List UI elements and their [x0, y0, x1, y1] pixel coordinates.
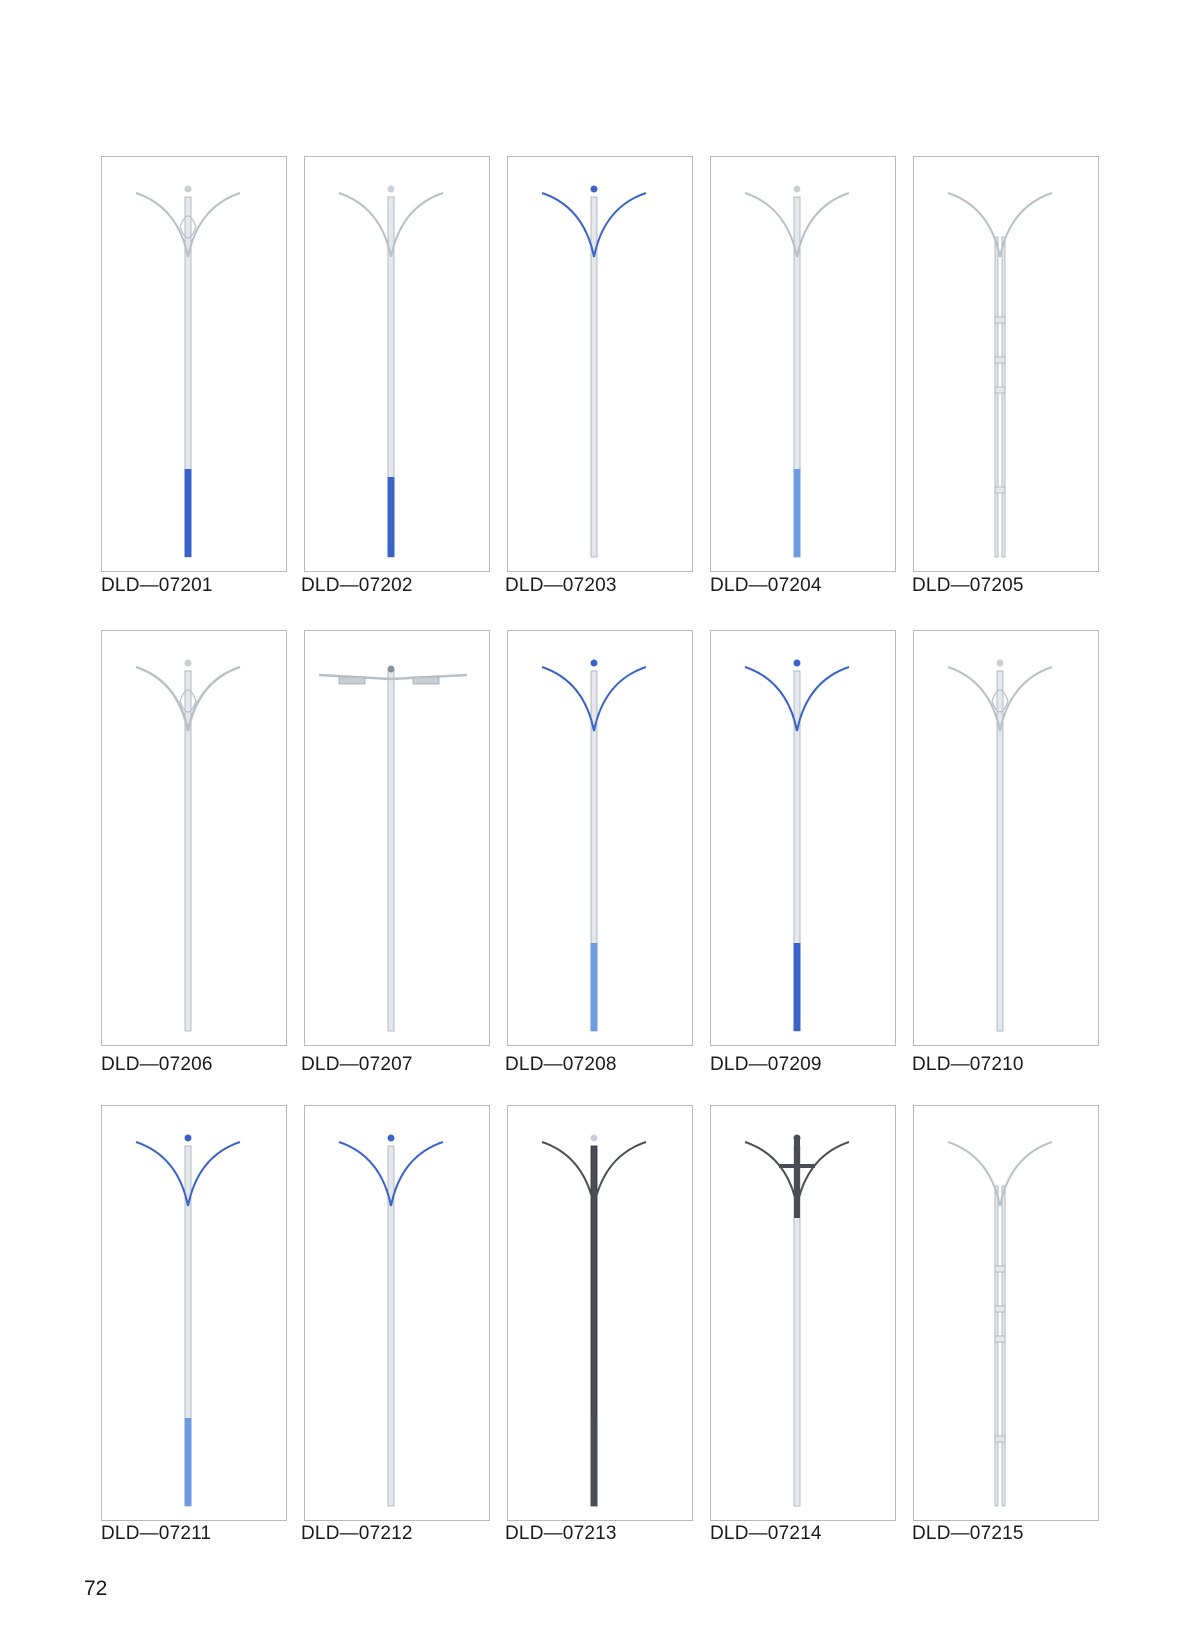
cross-bracket: [779, 1164, 815, 1168]
page-number: 72: [84, 1577, 108, 1600]
pole-finial: [794, 186, 801, 193]
product-code: DLD—07207: [301, 1054, 413, 1075]
lamp-arm-right: [391, 1142, 443, 1206]
pole-finial: [591, 1135, 598, 1142]
pole-bracket: [995, 1306, 1005, 1312]
product-code: DLD—07208: [505, 1054, 617, 1075]
pole-finial: [591, 660, 598, 667]
street-lamp-illustration: [305, 631, 491, 1047]
lamp-arm-left: [948, 1142, 1000, 1206]
product-code: DLD—07209: [710, 1054, 822, 1075]
pole-finial: [388, 1135, 395, 1142]
pole-base: [591, 943, 598, 1031]
pole-head: [794, 1138, 800, 1218]
product-code: DLD—07210: [912, 1054, 1024, 1075]
lamp-arm-left: [745, 193, 797, 257]
pole-finial: [185, 1135, 192, 1142]
lamp-arm-right: [797, 193, 849, 257]
pole-rail: [995, 237, 998, 557]
product-card[interactable]: [507, 156, 693, 572]
street-lamp-illustration: [508, 157, 694, 573]
product-card[interactable]: [304, 630, 490, 1046]
lamp-arm-left: [542, 667, 594, 731]
pole-finial: [185, 186, 192, 193]
pole-base: [794, 943, 801, 1031]
lamp-arm-right: [594, 667, 646, 731]
product-code: DLD—07201: [101, 575, 213, 596]
lamp-head: [413, 677, 439, 684]
product-card[interactable]: [913, 1105, 1099, 1521]
pole-finial: [794, 660, 801, 667]
lamp-arm-right: [1000, 1142, 1052, 1206]
product-card[interactable]: [101, 630, 287, 1046]
street-lamp-illustration: [508, 1106, 694, 1522]
lamp-arm-left: [745, 667, 797, 731]
product-card[interactable]: [710, 1105, 896, 1521]
pole-bracket: [995, 1266, 1005, 1272]
street-lamp-illustration: [914, 1106, 1100, 1522]
pole-finial: [388, 186, 395, 193]
lamp-arm-right: [188, 1142, 240, 1206]
lamp-arm-left: [745, 1142, 797, 1206]
lamp-arm-right: [594, 1142, 646, 1206]
street-lamp-illustration: [305, 1106, 491, 1522]
street-lamp-illustration: [102, 157, 288, 573]
street-lamp-illustration: [711, 157, 897, 573]
product-code: DLD—07215: [912, 1523, 1024, 1544]
product-code: DLD—07205: [912, 575, 1024, 596]
pole-base: [185, 1418, 192, 1506]
lamp-arm-left: [339, 193, 391, 257]
pole-bracket: [995, 1336, 1005, 1342]
product-code: DLD—07214: [710, 1523, 822, 1544]
product-card[interactable]: [101, 156, 287, 572]
lamp-arm-right: [594, 193, 646, 257]
product-card[interactable]: [913, 156, 1099, 572]
lamp-arm-right: [391, 193, 443, 257]
pole-base: [388, 477, 395, 557]
pole-rail: [1002, 1186, 1005, 1506]
lamp-arm-right: [1000, 193, 1052, 257]
pole-bracket: [995, 487, 1005, 493]
lamp-arm-left: [542, 1142, 594, 1206]
lamp-arm-left: [542, 193, 594, 257]
product-code: DLD—07213: [505, 1523, 617, 1544]
street-lamp-illustration: [711, 631, 897, 1047]
lamp-arm-left: [339, 1142, 391, 1206]
product-card[interactable]: [304, 156, 490, 572]
pole-finial: [388, 666, 395, 673]
pole-bracket: [995, 1436, 1005, 1442]
product-code: DLD—07203: [505, 575, 617, 596]
pole-finial: [997, 660, 1004, 667]
pole-finial: [794, 1135, 801, 1142]
pole-base: [591, 1418, 598, 1506]
pole-shaft: [388, 671, 394, 1031]
product-code: DLD—07202: [301, 575, 413, 596]
pole-finial: [591, 186, 598, 193]
product-code: DLD—07212: [301, 1523, 413, 1544]
product-card[interactable]: [913, 630, 1099, 1046]
product-code: DLD—07211: [101, 1523, 212, 1544]
product-card[interactable]: [507, 1105, 693, 1521]
pole-bracket: [995, 357, 1005, 363]
product-card[interactable]: [507, 630, 693, 1046]
street-lamp-illustration: [102, 1106, 288, 1522]
pole-base: [794, 469, 801, 557]
product-card[interactable]: [101, 1105, 287, 1521]
lamp-arm-right: [797, 1142, 849, 1206]
pole-rail: [995, 1186, 998, 1506]
pole-bracket: [995, 317, 1005, 323]
lamp-arm-right: [797, 667, 849, 731]
product-code: DLD—07206: [101, 1054, 213, 1075]
pole-bracket: [995, 387, 1005, 393]
street-lamp-illustration: [508, 631, 694, 1047]
product-code: DLD—07204: [710, 575, 822, 596]
lamp-head: [339, 677, 365, 684]
product-card[interactable]: [710, 156, 896, 572]
street-lamp-illustration: [711, 1106, 897, 1522]
product-card[interactable]: [710, 630, 896, 1046]
pole-rail: [1002, 237, 1005, 557]
street-lamp-illustration: [305, 157, 491, 573]
lamp-arm-left: [948, 193, 1000, 257]
pole-base: [185, 469, 192, 557]
pole-finial: [185, 660, 192, 667]
street-lamp-illustration: [914, 631, 1100, 1047]
product-card[interactable]: [304, 1105, 490, 1521]
street-lamp-illustration: [102, 631, 288, 1047]
street-lamp-illustration: [914, 157, 1100, 573]
lamp-arm-left: [136, 1142, 188, 1206]
